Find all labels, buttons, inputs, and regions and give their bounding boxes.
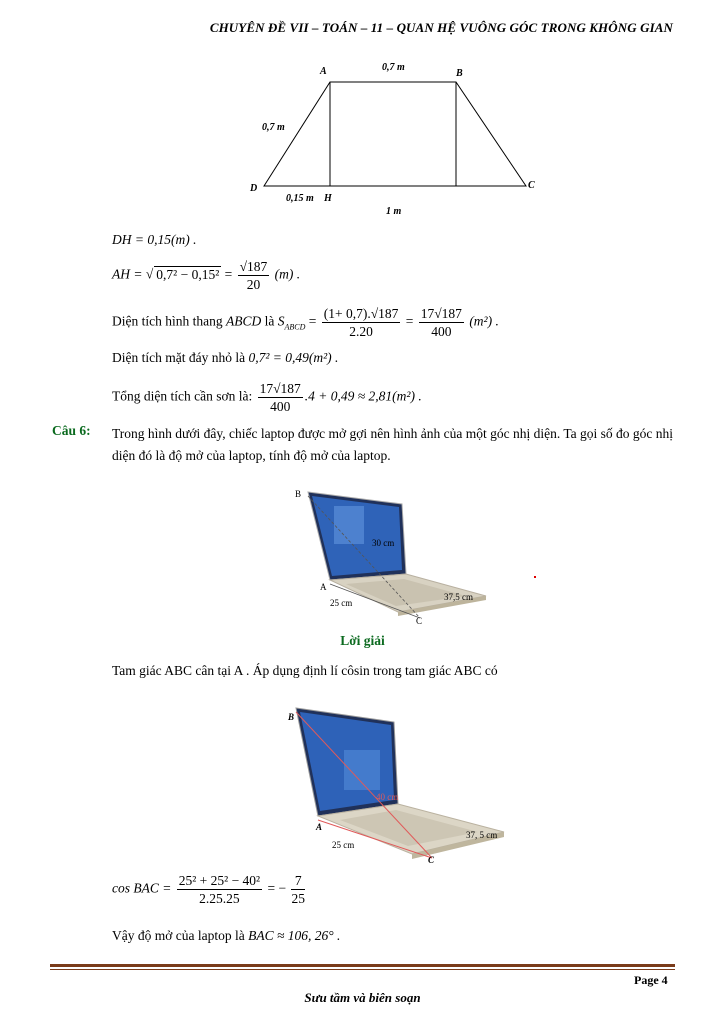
photo2-c: C (428, 855, 435, 865)
photo2-a: A (316, 822, 323, 832)
total-den: 400 (270, 399, 291, 414)
area-num2: 17√187 (420, 306, 462, 321)
page-number: Page 4 (634, 973, 668, 987)
small-base-line (112, 350, 338, 366)
page-header: CHUYÊN ĐỀ VII – TOÁN – 11 – QUAN HỆ VUÔNG GÓC TRONG KHÔNG GIAN (209, 20, 673, 35)
area-la: là (264, 313, 275, 329)
trapezoid-svg (244, 60, 544, 230)
conclusion-line (112, 928, 340, 944)
bottom-length: 1 m (386, 206, 402, 217)
photo1-c: C (416, 616, 423, 626)
label-b: B (456, 68, 463, 79)
area-name: ABCD (225, 313, 262, 329)
side-length: 0,7 m (262, 122, 285, 133)
laptop-photo-1 (286, 484, 506, 632)
cos-line (112, 872, 307, 907)
small-value: 0,7² = 0,49(m²) . (248, 350, 339, 365)
area-sub: ABCD (284, 322, 306, 332)
photo1-a: A (320, 582, 327, 592)
label-a: A (320, 66, 327, 77)
label-h: H (324, 193, 332, 204)
ah-unit: (m) . (274, 266, 301, 282)
photo1-diag: 30 cm (372, 538, 395, 548)
photo2-left: 25 cm (332, 840, 355, 850)
solution-label: Lời giải (340, 633, 385, 648)
area-den2: 400 (431, 324, 452, 339)
ah-radicand: 0,7² − 0,15² (156, 266, 220, 282)
laptop-svg-1 (286, 484, 506, 632)
total-line (112, 380, 422, 415)
ah-left: AH = (112, 266, 143, 282)
footer-rule (50, 964, 675, 967)
footer-rule-thin (50, 969, 675, 970)
cos-den2: 25 (291, 891, 305, 906)
label-d: D (250, 183, 258, 194)
area-s: S (277, 313, 285, 329)
area-text: Diện tích hình thang (112, 313, 223, 329)
laptop-photo-2 (282, 700, 512, 868)
cos-eq: = − (267, 880, 287, 896)
photo2-right: 37, 5 cm (466, 830, 498, 840)
area-unit: (m²) . (469, 313, 499, 329)
area-num1: (1+ 0,7).√187 (323, 306, 399, 321)
dh-length: 0,15 m (286, 193, 314, 204)
cos-num2: 7 (291, 872, 305, 890)
total-value: .4 + 0,49 ≈ 2,81(m²) . (304, 388, 422, 404)
total-text: Tổng diện tích cần sơn là: (112, 388, 253, 404)
question-label: Câu 6: (52, 423, 91, 438)
dh-line: DH = 0,15(m) . (112, 232, 197, 247)
cos-left: cos BAC = (112, 880, 172, 896)
photo1-b: B (295, 489, 302, 499)
footer-text: Sưu tầm và biên soạn (304, 990, 421, 1005)
small-text: Diện tích mặt đáy nhỏ là (112, 350, 246, 365)
ah-num: √187 (239, 259, 268, 274)
conclusion-text: Vậy độ mở của laptop là (112, 928, 245, 943)
label-c: C (528, 180, 535, 191)
photo1-left: 25 cm (330, 598, 353, 608)
area-den1: 2.20 (349, 324, 373, 339)
area-line: Diện tích hình thang ABCD là $S_{ABCD}$ = $\frac{(1+ 0,7).√187}{2.20}$ = $\frac{17√187}{400}$ (m²) . (112, 306, 499, 339)
conclusion-value: BAC ≈ 106, 26° . (248, 928, 341, 943)
trapezoid-diagram (244, 60, 544, 230)
ah-line: AH = √ 0,7² − 0,15² = $\frac{√187}{20}$ (m) . (112, 259, 301, 292)
photo1-right: 37,5 cm (444, 592, 473, 602)
red-dot (534, 576, 536, 578)
top-length: 0,7 m (382, 62, 405, 73)
laptop-svg-2 (282, 700, 512, 868)
photo2-diag: 40 cm (376, 792, 399, 802)
cos-num: 25² + 25² − 40² (178, 873, 261, 888)
total-num: 17√187 (259, 381, 301, 396)
question-text: Trong hình dưới đây, chiếc laptop được mở gợi nên hình ảnh của một góc nhị diện. Ta gọi số đo góc nhị diện đó là độ mở của laptop, tính độ mở của laptop. (112, 426, 674, 463)
ah-den: 20 (246, 277, 261, 292)
cos-den: 2.25.25 (199, 891, 240, 906)
photo2-b: B (288, 712, 295, 722)
solution-text: Tam giác ABC cân tại A . Áp dụng định lí côsin trong tam giác ABC có (112, 663, 498, 678)
